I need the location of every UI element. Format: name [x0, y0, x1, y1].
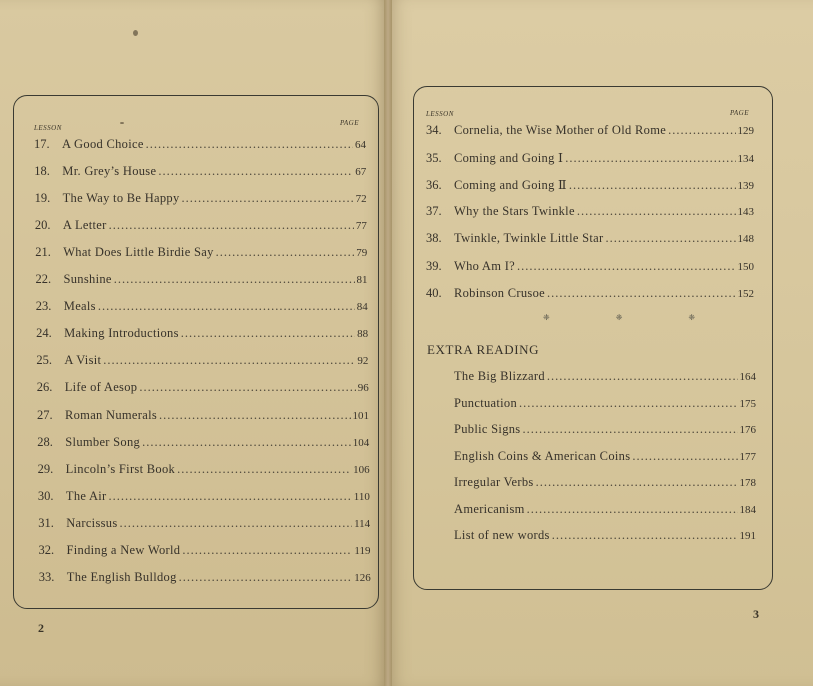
lesson-number: 19. — [34, 191, 51, 206]
dot-leader — [103, 353, 355, 368]
extra-reading-entry — [454, 449, 756, 464]
ink-spot — [133, 30, 138, 36]
dot-leader — [109, 218, 354, 233]
page-reference: 79 — [356, 247, 368, 260]
lesson-title: Sunshine — [63, 272, 112, 287]
dot-leader — [142, 435, 351, 450]
contents-entry — [36, 326, 368, 341]
lesson-number: 21. — [35, 245, 51, 260]
page-reference: 110 — [353, 490, 370, 503]
lesson-number: 40. — [426, 285, 442, 300]
page-reference: 178 — [739, 477, 756, 489]
contents-entry — [37, 380, 369, 395]
contents-entry — [35, 191, 367, 206]
lesson-title: A Good Choice — [62, 137, 144, 151]
lesson-number: 34. — [426, 123, 442, 137]
book-spine — [384, 0, 392, 686]
dot-leader — [182, 543, 352, 558]
lesson-title: Robinson Crusoe — [454, 285, 545, 300]
page-reference: 126 — [354, 571, 371, 584]
lesson-title: Meals — [63, 299, 96, 314]
lesson-title: The Air — [65, 488, 107, 503]
contents-entry — [37, 408, 369, 423]
dot-leader — [577, 204, 736, 219]
dot-leader — [139, 380, 355, 395]
lesson-title: Who Am I? — [454, 258, 516, 273]
dot-leader — [522, 422, 737, 437]
lesson-title: Life of Aesop — [64, 380, 138, 395]
lesson-title: Roman Numerals — [65, 407, 158, 422]
lesson-number: 39. — [426, 258, 442, 273]
page-reference: 176 — [739, 424, 756, 436]
dot-leader — [98, 299, 355, 314]
contents-entry — [426, 177, 754, 193]
left-page-number: 2 — [38, 621, 44, 635]
dot-leader — [182, 191, 354, 206]
dot-leader — [109, 489, 352, 504]
extra-reading-entry — [454, 369, 756, 384]
dot-leader — [177, 462, 351, 477]
dot-leader — [527, 502, 738, 517]
lesson-title: Why the Stars Twinkle — [454, 204, 575, 219]
left-header-lesson: LESSON — [34, 124, 62, 132]
contents-entry — [34, 164, 366, 179]
lesson-title: Irregular Verbs — [454, 475, 534, 489]
lesson-title: Cornelia, the Wise Mother of Old Rome — [454, 123, 667, 137]
lesson-title: Slumber Song — [65, 434, 141, 449]
dot-leader — [159, 408, 350, 423]
lesson-number: 22. — [35, 272, 52, 287]
right-page-number: 3 — [753, 607, 759, 621]
page-reference: 101 — [352, 409, 369, 422]
page-reference: 191 — [739, 530, 756, 542]
lesson-title: Narcissus — [66, 515, 118, 530]
page-reference: 150 — [737, 260, 754, 273]
contents-entry — [34, 137, 366, 152]
page-reference: 104 — [352, 436, 370, 449]
dot-leader — [605, 231, 735, 246]
lesson-title: The English Bulldog — [66, 569, 177, 584]
page-reference: 77 — [355, 220, 367, 233]
dot-leader — [519, 396, 737, 411]
lesson-title: Mr. Grey’s House — [62, 164, 157, 179]
dot-leader — [547, 286, 736, 301]
contents-entry — [426, 231, 754, 246]
page-reference: 184 — [739, 503, 756, 516]
lesson-number: 28. — [37, 434, 53, 449]
extra-reading-entry — [454, 396, 756, 411]
page-reference: 148 — [737, 233, 754, 246]
page-reference: 152 — [737, 287, 754, 300]
lesson-number: 26. — [36, 380, 53, 395]
page-reference: 164 — [739, 371, 756, 383]
dot-leader — [216, 245, 355, 260]
contents-entry — [38, 516, 370, 531]
page-reference: 143 — [737, 206, 754, 219]
right-header-page: PAGE — [730, 109, 749, 117]
extra-reading-heading: EXTRA READING — [427, 342, 540, 357]
dot-leader — [181, 326, 355, 341]
lesson-title: Twinkle, Twinkle Little Star — [454, 231, 604, 246]
lesson-title: The Way to Be Happy — [62, 191, 180, 206]
lesson-number: 33. — [38, 569, 55, 584]
page-reference: 88 — [357, 328, 369, 341]
dot-leader — [565, 151, 735, 166]
dot-leader — [569, 178, 736, 193]
extra-reading-entry — [454, 422, 756, 437]
lesson-number: 36. — [426, 178, 442, 193]
lesson-title: A Visit — [64, 353, 102, 368]
page-reference: 96 — [357, 382, 369, 395]
extra-reading-entry — [454, 475, 756, 490]
dot-leader — [158, 164, 353, 179]
contents-entry — [39, 543, 371, 558]
lesson-number: 20. — [34, 218, 51, 233]
contents-entry — [38, 489, 370, 504]
extra-reading-entry — [454, 528, 756, 543]
lesson-number: 17. — [34, 137, 50, 151]
lesson-title: Punctuation — [454, 395, 518, 410]
page-reference: 64 — [355, 139, 366, 151]
section-separator: ❈ ❈ ❈ — [543, 313, 728, 322]
page-reference: 81 — [356, 274, 368, 287]
contents-entry — [38, 462, 370, 477]
lesson-title: What Does Little Birdie Say — [63, 245, 214, 260]
dot-leader — [146, 137, 353, 152]
dot-leader — [632, 449, 737, 464]
contents-entry — [426, 204, 754, 219]
page-reference: 175 — [739, 397, 756, 410]
lesson-title: English Coins & American Coins — [454, 448, 631, 463]
page-reference: 134 — [737, 153, 754, 166]
page-reference: 67 — [355, 166, 367, 179]
extra-reading-entry — [454, 502, 756, 517]
lesson-number: 30. — [37, 488, 54, 503]
lesson-number: 18. — [34, 164, 50, 179]
lesson-title: Coming and Going Ⅱ — [454, 178, 567, 193]
lesson-number: 27. — [37, 407, 53, 422]
contents-entry — [426, 123, 754, 138]
page-reference: 139 — [737, 180, 754, 193]
page-reference: 106 — [353, 463, 370, 476]
lesson-number: 38. — [426, 231, 442, 246]
page-reference: 114 — [354, 517, 371, 530]
dot-leader — [120, 516, 353, 531]
dot-leader — [517, 259, 735, 274]
contents-entry — [35, 245, 367, 260]
contents-entry — [36, 272, 368, 287]
dot-leader — [179, 570, 353, 585]
lesson-title: Finding a New World — [66, 542, 181, 557]
dot-leader — [114, 272, 355, 287]
page-reference: 92 — [357, 355, 369, 368]
right-header-lesson: LESSON — [426, 110, 454, 118]
lesson-title: The Big Blizzard — [454, 369, 545, 383]
dot-leader — [668, 123, 735, 138]
page-reference: 72 — [355, 193, 367, 206]
page-reference: 177 — [739, 450, 756, 463]
contents-entry — [39, 570, 371, 585]
contents-entry — [36, 353, 368, 368]
dot-leader — [536, 475, 738, 490]
lesson-title: A Letter — [62, 218, 107, 233]
contents-entry — [37, 435, 369, 450]
lesson-title: Lincoln’s First Book — [65, 461, 176, 476]
page-reference: 84 — [356, 301, 368, 314]
lesson-title: List of new words — [454, 528, 550, 542]
contents-entry — [426, 259, 754, 274]
contents-entry — [426, 150, 754, 166]
dot-leader — [547, 369, 738, 384]
lesson-number: 29. — [37, 461, 54, 476]
contents-entry — [36, 299, 368, 314]
lesson-number: 37. — [426, 204, 442, 219]
lesson-title: Making Introductions — [64, 326, 179, 341]
lesson-title: Public Signs — [454, 422, 521, 436]
dot-leader — [552, 528, 738, 543]
contents-entry — [426, 286, 754, 301]
lesson-number: 23. — [35, 299, 52, 314]
page-reference: 129 — [737, 125, 754, 137]
contents-entry — [35, 218, 367, 233]
lesson-number: 25. — [36, 353, 53, 368]
lesson-title: Coming and Going Ⅰ — [454, 151, 564, 166]
page-reference: 119 — [354, 544, 371, 557]
left-header-page: PAGE — [340, 119, 359, 127]
lesson-number: 32. — [38, 542, 55, 557]
lesson-number: 35. — [426, 151, 442, 166]
lesson-number: 24. — [36, 326, 52, 341]
lesson-number: 31. — [38, 515, 54, 530]
lesson-title: Americanism — [454, 501, 525, 516]
